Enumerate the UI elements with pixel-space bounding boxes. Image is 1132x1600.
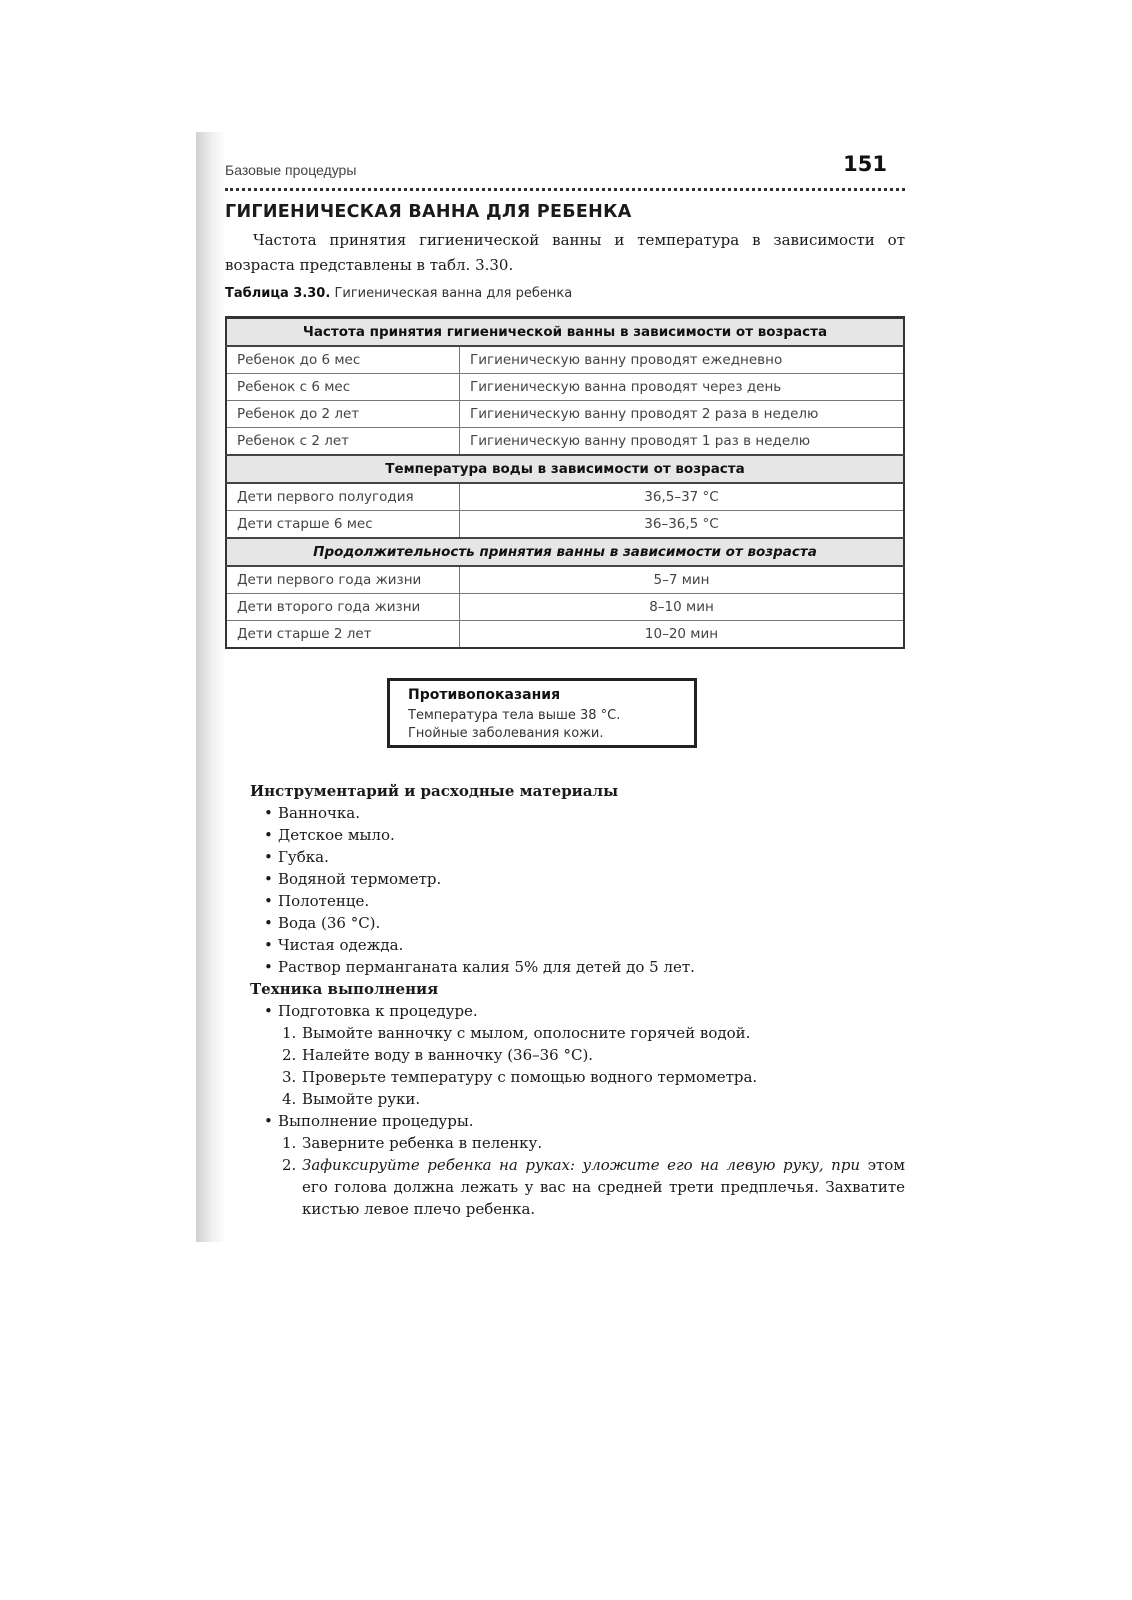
scan-shadow	[196, 132, 226, 1242]
table-row	[226, 483, 904, 511]
value-cell: 8–10 мин	[460, 594, 905, 621]
list-item	[264, 1110, 905, 1132]
contraindication-line: Гнойные заболевания кожи.	[408, 726, 604, 741]
table-section-header	[226, 538, 904, 566]
table-caption-text: Гигиеническая ванна для ребенка	[334, 286, 573, 301]
prep-steps	[250, 1022, 905, 1110]
technique-heading: Техника выполнения	[250, 980, 439, 998]
table-row	[226, 566, 904, 594]
table-section-header	[226, 455, 904, 483]
age-cell: Ребенок с 6 мес	[226, 374, 460, 401]
intro-paragraph: Частота принятия гигиенической ванны и температура в зависимости от возраста представлены в табл. 3.30.	[225, 231, 905, 274]
age-cell: Ребенок до 2 лет	[226, 401, 460, 428]
list-item: 4. Вымойте руки.	[282, 1090, 421, 1108]
contraindications-box	[387, 678, 697, 748]
list-item: • Ванночка.	[264, 802, 905, 824]
step-text: Вымойте ванночку с мылом, ополосните горячей водой.	[302, 1024, 751, 1042]
section-title: Температура воды в зависимости от возраста	[226, 455, 904, 483]
table-row	[226, 401, 904, 428]
page-title: ГИГИЕНИЧЕСКАЯ ВАННА ДЛЯ РЕБЕНКА	[225, 202, 632, 222]
value-cell: 10–20 мин	[460, 621, 905, 649]
prep-label: Подготовка к процедуре.	[278, 1002, 478, 1020]
list-item: • Детское мыло.	[264, 824, 905, 846]
list-item: 3. Проверьте температуру с помощью водного термометра.	[282, 1068, 758, 1086]
bath-table	[225, 316, 905, 649]
contraindications-title: Противопоказания	[408, 687, 561, 703]
table-row	[226, 621, 904, 649]
list-item: • Полотенце.	[264, 890, 905, 912]
value-cell: Гигиеническую ванну проводят ежедневно	[460, 346, 905, 374]
list-item: • Раствор перманганата калия 5% для детей до 5 лет.	[264, 956, 905, 978]
step-text: Вымойте руки.	[302, 1090, 421, 1108]
section-name: Базовые процедуры	[225, 162, 357, 178]
table-caption	[225, 286, 572, 301]
value-cell: Гигиеническую ванну проводят 1 раз в неделю	[460, 428, 905, 456]
materials-list	[250, 802, 905, 978]
value-cell: Гигиеническую ванну проводят 2 раза в неделю	[460, 401, 905, 428]
table-row	[226, 428, 904, 456]
section-title: Частота принятия гигиенической ванны в зависимости от возраста	[226, 318, 904, 347]
value-cell: 5–7 мин	[460, 566, 905, 594]
value-cell: 36–36,5 °С	[460, 511, 905, 539]
step-text-italic: Зафиксируйте ребенка на руках: уложите его на левую руку, при	[302, 1156, 861, 1174]
list-item	[264, 1000, 905, 1022]
materials-heading: Инструментарий и расходные материалы	[250, 782, 619, 800]
list-item: • Водяной термометр.	[264, 868, 905, 890]
age-cell: Дети первого полугодия	[226, 483, 460, 511]
age-cell: Ребенок с 2 лет	[226, 428, 460, 456]
table-row	[226, 511, 904, 539]
list-item: • Губка.	[264, 846, 905, 868]
table-row	[226, 374, 904, 401]
list-item: • Чистая одежда.	[264, 934, 905, 956]
table-row	[226, 594, 904, 621]
running-head	[225, 152, 905, 191]
list-item: 1. Вымойте ванночку с мылом, ополосните горячей водой.	[282, 1024, 751, 1042]
list-item: 2. Налейте воду в ванночку (36–36 °С).	[282, 1046, 594, 1064]
step-text: Заверните ребенка в пеленку.	[302, 1134, 543, 1152]
technique-list	[250, 1000, 905, 1022]
section-title: Продолжительность принятия ванны в зависимости от возраста	[226, 538, 904, 566]
value-cell: Гигиеническую ванна проводят через день	[460, 374, 905, 401]
contraindication-line: Температура тела выше 38 °С.	[408, 708, 621, 723]
exec-steps	[250, 1132, 905, 1220]
step-text: Проверьте температуру с помощью водного термометра.	[302, 1068, 758, 1086]
step-text: этом его голова должна лежать у вас на средней трети предплечья. Захватите кистью левое плечо ребенка.	[302, 1156, 905, 1218]
age-cell: Дети старше 2 лет	[226, 621, 460, 649]
list-item: 1. Заверните ребенка в пеленку.	[282, 1134, 543, 1152]
value-cell: 36,5–37 °С	[460, 483, 905, 511]
age-cell: Ребенок до 6 мес	[226, 346, 460, 374]
procedure-text	[250, 780, 905, 1220]
age-cell: Дети старше 6 мес	[226, 511, 460, 539]
step-text: Налейте воду в ванночку (36–36 °С).	[302, 1046, 594, 1064]
table-section-header	[226, 318, 904, 347]
exec-label: Выполнение процедуры.	[278, 1112, 474, 1130]
list-item: • Вода (36 °С).	[264, 912, 905, 934]
table-caption-label: Таблица 3.30.	[225, 286, 331, 301]
page-number: 151	[843, 152, 887, 176]
age-cell: Дети первого года жизни	[226, 566, 460, 594]
list-item: 2. Зафиксируйте ребенка на руках: уложите его на левую руку, при этом его голова должна лежать у вас на средней трети предплечья. Захватите кистью левое плечо ребенка.	[282, 1156, 905, 1218]
technique-list	[250, 1110, 905, 1132]
table-row	[226, 346, 904, 374]
age-cell: Дети второго года жизни	[226, 594, 460, 621]
